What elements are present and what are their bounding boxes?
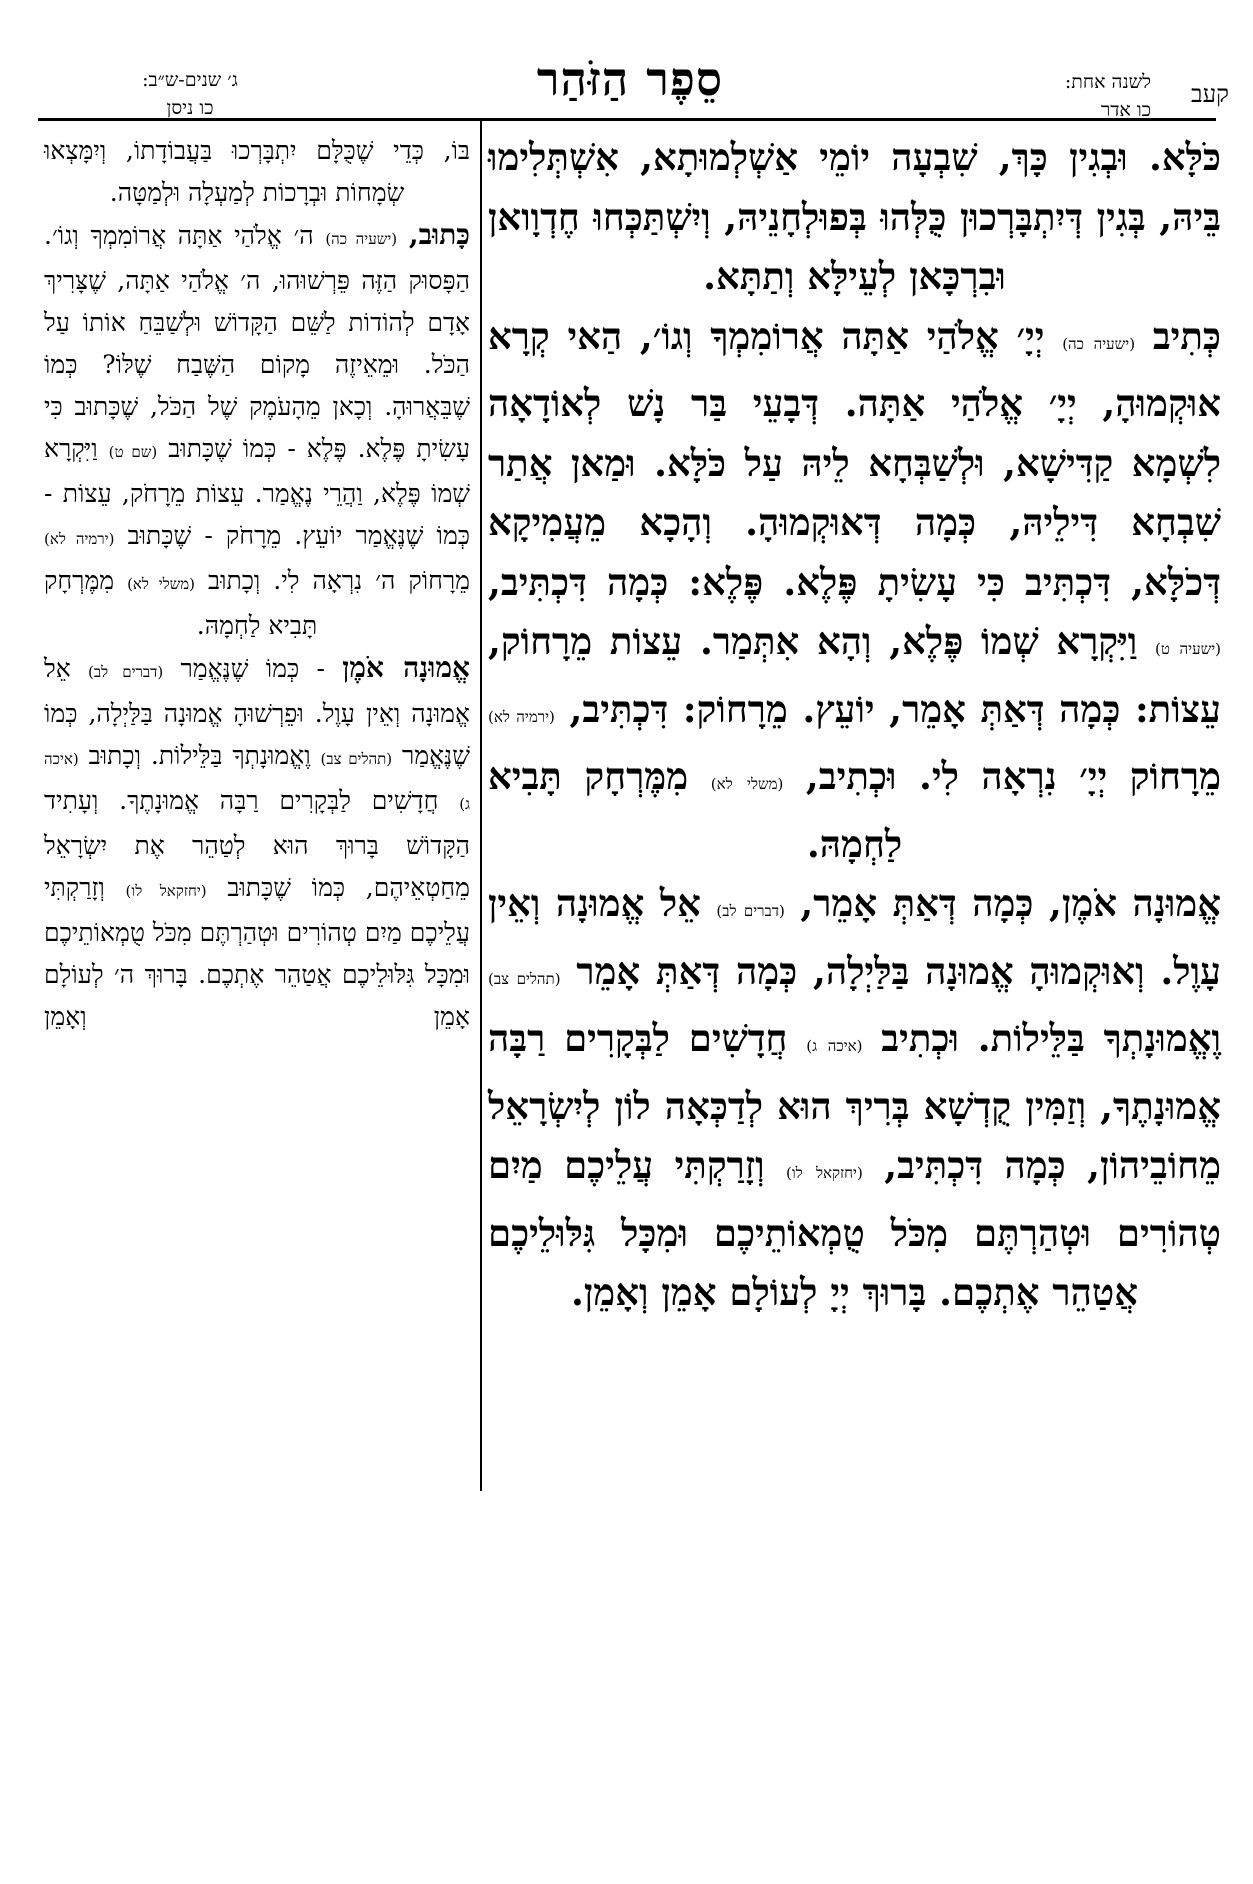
side-s2-lead: כָּתוּב, (408, 218, 470, 251)
main-p3d-text: חֲדָשִׁים לַבְּקָרִים רַבָּה אֱמוּנָתֶךָ, וְזַמִּין קֻדְשָׁא בְּרִיךְ הוּא לְדַכְּאָה לוֹן לְיִשְׂרָאֵל מֵחוֹבֵיהוֹן, כְּמָה דִּכְתִּיב, (488, 1016, 1221, 1187)
main-p3-ref3: (איכה ג) (806, 1037, 863, 1055)
side-s3-ref3: (איכה ג) (44, 750, 470, 813)
side-s2-text: ה׳ אֱלֹהַי אַתָּה אֲרוֹמִמְךָ וְגוֹ׳. הַפָּסוּק הַזֶּה פֵּרְשׁוּהוּ, ה׳ אֱלֹהַי אַתָּה, שֶׁצָּרִיךְ אָדָם לְהוֹדוֹת לַשֵּׁם הַקָּדוֹשׁ וּלְשַׁבֵּחַ אוֹתוֹ עַל הַכֹּל. וּמֵאֵיזֶה מָקוֹם הַשֶּׁבַח שֶׁלּוֹ? כְּמוֹ שֶׁבֵּאֲרוּהָ. וְכָאן מֵהָעֹמֶק שֶׁל הַכֹּל, שֶׁכָּתוּב כִּי עָשִׂיתָ פֶּלֶא. פֶּלֶא - כְּמוֹ שֶׁכָּתוּב (44, 221, 470, 463)
main-p2c-text: מֵרָחוֹק יְיָ׳ נִרְאָה לִי. וּכְתִיב, (805, 754, 1221, 798)
header-right-line-1: לשנה אחת: (1064, 71, 1151, 93)
header-right-line-2: כו אדר (1100, 99, 1151, 121)
main-p2-lead: כְּתִיב (1152, 313, 1221, 358)
side-s3-ref: (דברים לב) (88, 663, 164, 681)
side-s3-ref2: (תהלים צב) (320, 750, 393, 768)
main-paragraph-1 (488, 128, 1221, 307)
side-s3-ref4: (יחזקאל לו) (125, 882, 207, 900)
page-number: קעב (1191, 80, 1229, 108)
header-divider (38, 118, 1216, 121)
side-s1-text: בּוֹ, כְּדֵי שֶׁכֻּלָּם יִתְבָּרְכוּ בַּעֲבוֹדָתוֹ, וְיִמָּצְאוּ שְׂמָחוֹת וּבְרָכוֹת לְמַעְלָה וּלְמַטָּה. (44, 136, 470, 207)
header-left (50, 66, 330, 122)
side-s3d-text: חֲדָשִׁים לַבְּקָרִים רַבָּה אֱמוּנָתֶךָ. וְעָתִיד הַקָּדוֹשׁ בָּרוּךְ הוּא לְטַהֵר אֶת יִשְׂרָאֵל מֵחַטְאֵיהֶם, כְּמוֹ שֶׁכָּתוּב (44, 786, 470, 902)
main-p2-ref3: (ירמיה לא) (488, 707, 555, 726)
header-left-line-1: ג׳ שנים-ש״ב: (142, 69, 238, 91)
translation-column (44, 130, 470, 1038)
side-paragraph-1 (44, 130, 470, 214)
main-p3c-text: וֶאֱמוּנָתְךָ בַּלֵּילוֹת. וּכְתִיב (881, 1016, 1221, 1060)
book-title: סֵפֶר הַזֹּהַר (536, 52, 724, 106)
side-s2c-text: מֵרָחוֹק ה׳ נִרְאָה לִי. וְכָתוּב (208, 566, 470, 595)
column-divider (480, 121, 482, 1491)
side-paragraph-2 (44, 214, 470, 647)
main-p3b-text: אֵל אֱמוּנָה וְאֵין עָוֶל. וְאוּקְמוּהָ אֱמוּנָה בַּלַּיְלָה, כְּמָה דְּאַתְּ אָמֵר (488, 881, 1221, 993)
main-p2b-text: וַיִּקְרָא שְׁמוֹ פֶּלֶא, וְהָא אִתְּמַר. עֵצוֹת מֵרָחוֹק, עֵצוֹת: כְּמָה דְּאַתְּ אָמֵר, יוֹעֵץ. מֵרָחוֹק: דִּכְתִּיב, (488, 619, 1222, 731)
main-p3-ref2: (תהלים צב) (488, 969, 561, 988)
main-paragraph-2 (488, 307, 1221, 875)
side-s2-ref3: (ירמיה לא) (44, 530, 115, 548)
side-s2-ref4: (משלי לא) (127, 575, 196, 593)
side-s2-ref2: (שם ט) (108, 443, 158, 461)
main-p2-ref4: (משלי לא) (710, 775, 784, 793)
main-paragraph-3 (488, 874, 1221, 1323)
main-p3-text: כְּמָה דְּאַתְּ אָמֵר, (800, 881, 1034, 925)
main-p2-text: יְיָ׳ אֱלֹהַי אַתָּה אֲרוֹמִמְךָ וְגוֹ׳, הַאי קְרָא אוּקְמוּהָ, יְיָ׳ אֱלֹהַי אַתָּה. דְּבָעֵי בַּר נָשׁ לְאוֹדָאָה לִשְׁמָא קַדִּישָׁא, וּלְשַׁבְּחָא לֵיהּ עַל כֹּלָּא. וּמַאן אֲתַר שִׁבְחָא דִּילֵיהּ, כְּמָה דְּאוּקְמוּהָ. וְהָכָא מֵעֲמִיקָא דְּכֹלָּא, דִּכְתִּיב כִּי עָשִׂיתָ פֶּלֶא. פֶּלֶא: כְּמָה דִּכְתִּיב, (488, 313, 1221, 604)
main-p3-ref: (דברים לב) (716, 902, 785, 920)
main-p2d-text: מִמֶּרְחָק תָּבִיא לַחְמָהּ. (488, 754, 903, 866)
header-right-lines (1065, 68, 1151, 124)
side-s3-lead: אֱמוּנָה אֹמֶן (342, 651, 471, 684)
side-s2-ref: (ישעיה כה) (325, 230, 398, 248)
side-s2d-text: מִמֶּרְחָק תָּבִיא לַחְמָהּ. (44, 566, 318, 640)
header-left-line-2: כו ניסן (166, 97, 214, 119)
main-p3-lead: אֱמוּנָה אֹמֶן, (1049, 881, 1221, 925)
side-paragraph-3 (44, 647, 470, 1038)
main-p2-ref: (ישעיה כה) (1062, 334, 1136, 353)
main-p2-ref2: (ישעיה ט) (1155, 640, 1221, 658)
side-s3c-text: וֶאֱמוּנָתְךָ בַּלֵּילוֹת. וְכָתוּב (88, 741, 311, 770)
side-s3-text: - כְּמוֹ שֶׁנֶּאֱמַר (180, 654, 325, 683)
main-p3-ref4: (יחזקאל לו) (785, 1164, 863, 1182)
side-s3b-text: אֵל אֱמוּנָה וְאֵין עָוֶל. וּפֵרְשׁוּהָ אֱמוּנָה בַּלַּיְלָה, כְּמוֹ שֶׁנֶּאֱמַר (44, 654, 470, 770)
side-s3e-text: וְזָרַקְתִּי עֲלֵיכֶם מַיִם טְהוֹרִים וּטְהַרְתֶּם מִכֹּל טֻמְאוֹתֵיכֶם וּמִכָּל גִּלּוּלֵיכֶם אֲטַהֵר אֶתְכֶם. בָּרוּךְ ה׳ לְעוֹלָם אָמֵן וְאָמֵן (44, 873, 470, 1031)
side-s2b-text: וַיִּקְרָא שְׁמוֹ פֶּלֶא, וַהֲרֵי נֶאֱמַר. עֵצוֹת מֵרָחֹק, עֵצוֹת - כְּמוֹ שֶׁנֶּאֱמַר יוֹעֵץ. מֵרָחֹק - שֶׁכָּתוּב (44, 434, 470, 550)
zohar-text-column (488, 128, 1221, 1323)
main-p1-text: כֹּלָּא. וּבְגִין כָּךְ, שִׁבְעָה יוֹמֵי אַשְׁלְמוּתָא, אִשְׁתְּלִימוּ בֵּיהּ, בְּגִין דְּיִתְבָּרְכוּן כֻּלְּהוּ בְּפוּלְחָנֵיהּ, וְיִשְׁתַּכְּחוּ חֶדְוָואן וּבִרְכָּאן לְעֵילָּא וְתַתָּא. (488, 135, 1221, 298)
main-p3e-text: וְזָרַקְתִּי עֲלֵיכֶם מַיִם טְהוֹרִים וּטְהַרְתֶּם מִכֹּל טֻמְאוֹתֵיכֶם וּמִכָּל גִּלּוּלֵיכֶם אֲטַהֵר אֶתְכֶם. בָּרוּךְ יְיָ לְעוֹלָם אָמֵן וְאָמֵן. (488, 1143, 1221, 1314)
